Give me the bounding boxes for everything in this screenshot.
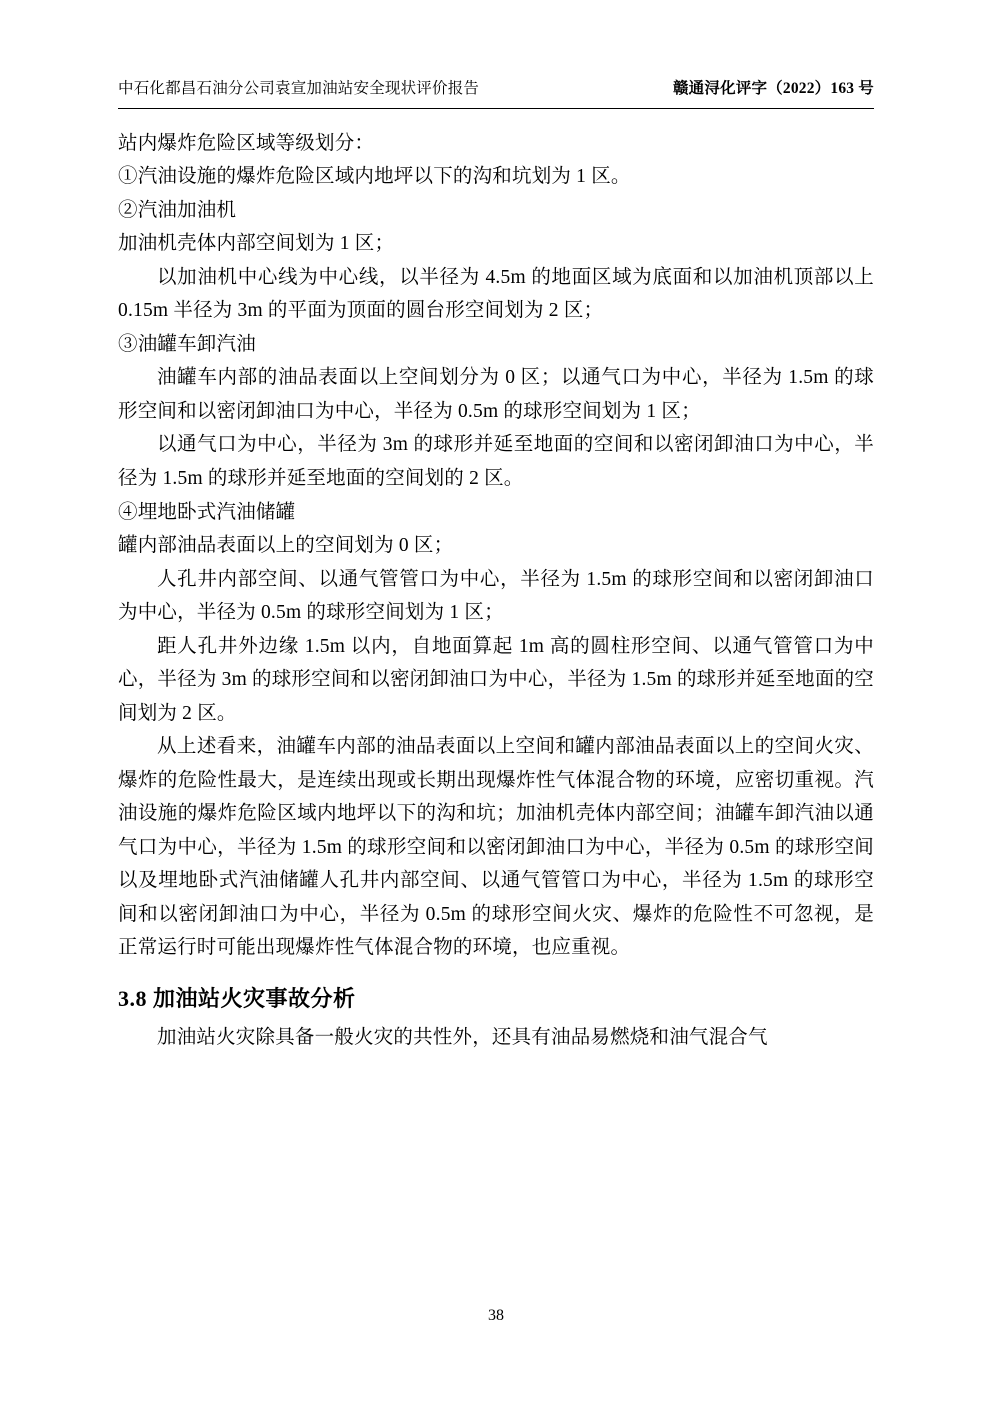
document-body xyxy=(118,127,874,1054)
running-header xyxy=(118,78,874,109)
page-number: 38 xyxy=(488,1307,504,1324)
section-heading: 3.8 加油站火灾事故分析 xyxy=(118,985,356,1011)
paragraph: 油罐车内部的油品表面以上空间划分为 0 区；以通气口为中心，半径为 1.5m 的球形空间和以密闭卸油口为中心，半径为 0.5m 的球形空间划为 1 区； xyxy=(118,367,874,422)
paragraph: 距人孔井外边缘 1.5m 以内，自地面算起 1m 高的圆柱形空间、以通气管管口为中心，半径为 3m 的球形空间和以密闭卸油口为中心，半径为 1.5m 的球形并延至地面的空间划为 2 区。 xyxy=(118,635,874,724)
paragraph: 罐内部油品表面以上的空间划为 0 区； xyxy=(118,535,454,557)
paragraph: 站内爆炸危险区域等级划分： xyxy=(118,132,375,154)
paragraph: 以加油机中心线为中心线，以半径为 4.5m 的地面区域为底面和以加油机顶部以上 0.15m 半径为 3m 的平面为顶面的圆台形空间划为 2 区； xyxy=(118,266,874,322)
paragraph: ④埋地卧式汽油储罐 xyxy=(118,501,296,523)
paragraph: 以通气口为中心，半径为 3m 的球形并延至地面的空间和以密闭卸油口为中心，半径为 1.5m 的球形并延至地面的空间划的 2 区。 xyxy=(118,434,874,489)
paragraph: 人孔井内部空间、以通气管管口为中心，半径为 1.5m 的球形空间和以密闭卸油口为中心，半径为 0.5m 的球形空间划为 1 区； xyxy=(118,568,874,624)
paragraph: 从上述看来，油罐车内部的油品表面以上空间和罐内部油品表面以上的空间火灾、爆炸的危险性最大，是连续出现或长期出现爆炸性气体混合物的环境，应密切重视。汽油设施的爆炸危险区域内地坪以下的沟和坑；加油机壳体内部空间；油罐车卸汽油以通气口为中心，半径为 1.5m 的球形空间和以密闭卸油口为中心，半径为 0.5m 的球形空间以及埋地卧式汽油储罐人孔井内部空间、以通气管管口为中心，半径为 1.5m 的球形空间和以密闭卸油口为中心，半径为 0.5m 的球形空间火灾、爆炸的危险性不可忽视，是正常运行时可能出现爆炸性气体混合物的环境，也应重视。 xyxy=(118,736,874,959)
paragraph: 加油机壳体内部空间划为 1 区； xyxy=(118,233,395,255)
header-report-title: 中石化都昌石油分公司袁宣加油站安全现状评价报告 xyxy=(118,80,480,97)
paragraph: ③油罐车卸汽油 xyxy=(118,333,256,355)
paragraph: ①汽油设施的爆炸危险区域内地坪以下的沟和坑划为 1 区。 xyxy=(118,166,631,188)
paragraph: 加油站火灾除具备一般火灾的共性外，还具有油品易燃烧和油气混合气 xyxy=(157,1026,768,1048)
paragraph: ②汽油加油机 xyxy=(118,199,237,221)
header-document-number: 赣通浔化评字（2022）163 号 xyxy=(672,80,874,97)
